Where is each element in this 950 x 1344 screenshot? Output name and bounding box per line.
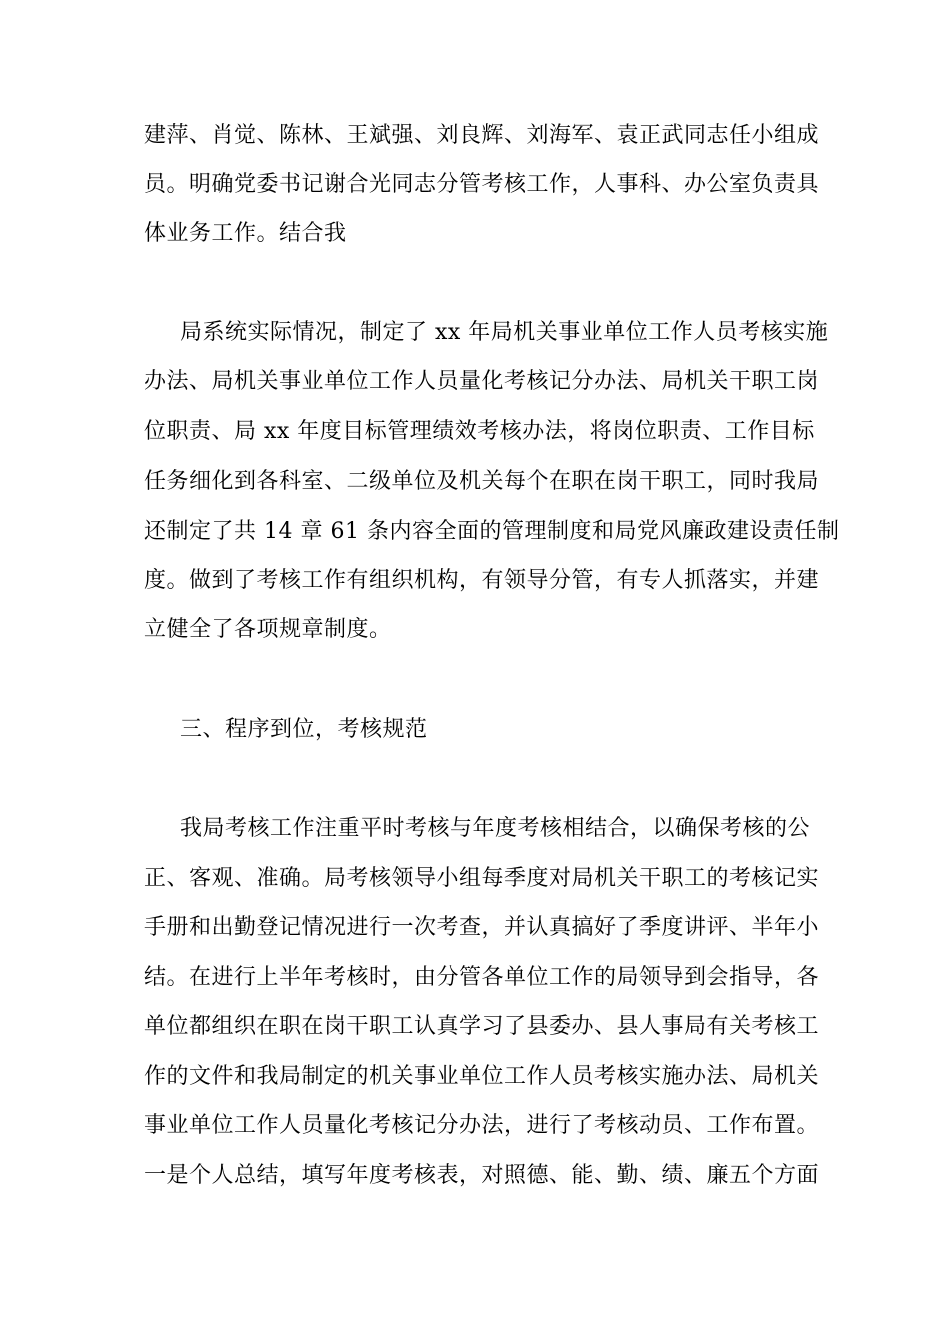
paragraph-1-line-3: 体业务工作。结合我 (144, 221, 347, 246)
paragraph-2-line-2: 办法、局机关事业单位工作人员量化考核记分办法、局机关干职工岗 (144, 369, 820, 394)
paragraph-3-line-3: 手册和出勤登记情况进行一次考查，并认真搞好了季度讲评、半年小 (144, 915, 820, 940)
paragraph-3-line-2: 正、客观、准确。局考核领导小组每季度对局机关干职工的考核记实 (144, 866, 820, 891)
paragraph-3-line-7: 事业单位工作人员量化考核记分办法，进行了考核动员、工作布置。 (144, 1113, 820, 1138)
paragraph-3-line-6: 作的文件和我局制定的机关事业单位工作人员考核实施办法、局机关 (144, 1064, 820, 1089)
paragraph-2-line-1: 局系统实际情况，制定了 xx 年局机关事业单位工作人员考核实施 (180, 320, 829, 345)
paragraph-2-line-6: 度。做到了考核工作有组织机构，有领导分管，有专人抓落实，并建 (144, 568, 820, 593)
paragraph-2-line-7: 立健全了各项规章制度。 (144, 617, 392, 642)
paragraph-2-line-3: 位职责、局 xx 年度目标管理绩效考核办法，将岗位职责、工作目标 (144, 419, 815, 444)
paragraph-1-line-1: 建萍、肖觉、陈林、王斌强、刘良辉、刘海军、袁正武同志任小组成 (144, 123, 820, 148)
paragraph-2-line-4: 任务细化到各科室、二级单位及机关每个在职在岗干职工，同时我局 (144, 469, 820, 494)
paragraph-3-line-4: 结。在进行上半年考核时，由分管各单位工作的局领导到会指导，各 (144, 965, 820, 990)
paragraph-3-line-5: 单位都组织在职在岗干职工认真学习了县委办、县人事局有关考核工 (144, 1014, 820, 1039)
paragraph-3-line-1: 我局考核工作注重平时考核与年度考核相结合，以确保考核的公 (180, 816, 811, 841)
paragraph-3-line-8: 一是个人总结，填写年度考核表，对照德、能、勤、绩、廉五个方面 (144, 1163, 820, 1188)
paragraph-1-line-2: 员。明确党委书记谢合光同志分管考核工作，人事科、办公室负责具 (144, 172, 820, 197)
paragraph-2-line-5: 还制定了共 14 章 61 条内容全面的管理制度和局党风廉政建设责任制 (144, 519, 840, 544)
section-heading: 三、程序到位，考核规范 (180, 717, 428, 742)
